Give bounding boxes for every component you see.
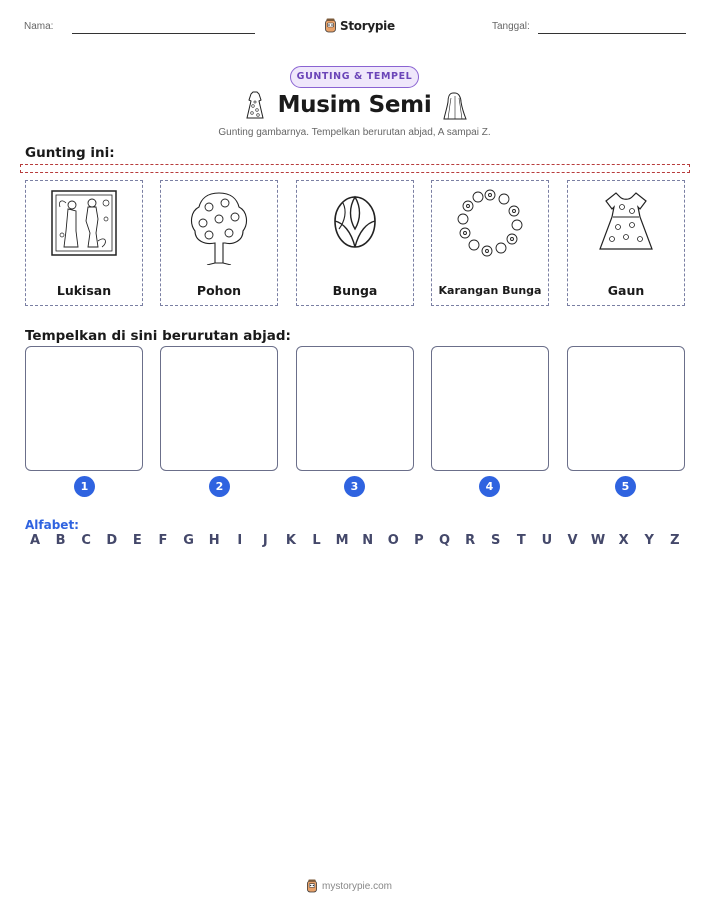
brand-logo: [324, 18, 395, 33]
alphabet-letter: J: [262, 533, 268, 548]
slot-number: 3: [344, 476, 365, 497]
date-line[interactable]: [538, 33, 686, 34]
page-title: Musim Semi: [277, 92, 432, 118]
alphabet-letter: V: [567, 533, 578, 548]
slot-number: 1: [74, 476, 95, 497]
alphabet-letter: T: [516, 533, 526, 548]
slot-number: 5: [615, 476, 636, 497]
alphabet-letter: A: [29, 533, 41, 548]
cut-card-tree[interactable]: [160, 180, 278, 306]
date-label: Tanggal:: [492, 21, 530, 32]
alphabet-letter: P: [414, 533, 424, 548]
slot-number: 2: [209, 476, 230, 497]
wreath-icon: [456, 189, 524, 257]
brand-name: Storypie: [340, 18, 395, 33]
footer-url[interactable]: mystorypie.com: [322, 880, 393, 892]
paste-slot-5[interactable]: [567, 346, 685, 471]
alphabet-letter: B: [55, 533, 66, 548]
alphabet-letter: C: [81, 533, 91, 548]
alphabet-letter: K: [285, 533, 296, 548]
alphabet-letter: F: [158, 533, 168, 548]
veil-icon: [440, 90, 470, 122]
paste-slot-4[interactable]: [431, 346, 549, 471]
alphabet-letter: G: [183, 533, 194, 548]
cut-card-dress[interactable]: [567, 180, 685, 306]
painting-icon: [50, 189, 118, 257]
cut-card-label: Pohon: [196, 283, 242, 298]
paste-slot-2[interactable]: [160, 346, 278, 471]
cut-card-label: Lukisan: [56, 283, 112, 298]
flower-icon: [321, 189, 389, 257]
alphabet-letter: M: [335, 533, 349, 548]
title-row: [0, 90, 709, 126]
alphabet-letter: U: [541, 533, 553, 548]
alphabet-letter: X: [618, 533, 629, 548]
cut-card-label: Karangan Bunga: [438, 284, 542, 297]
page-footer: [306, 879, 392, 893]
alphabet-letter: L: [312, 533, 321, 548]
slot-number: 4: [479, 476, 500, 497]
dress-icon: [592, 189, 660, 257]
alphabet-letter: Y: [644, 533, 654, 548]
paste-slot-3[interactable]: [296, 346, 414, 471]
alphabet-letter: Z: [670, 533, 680, 548]
alphabet-letter: H: [208, 533, 220, 548]
activity-badge: GUNTING & TEMPEL: [290, 66, 419, 88]
alphabet-letter: O: [387, 533, 399, 548]
alphabet-letter: D: [106, 533, 118, 548]
mascot-icon: [306, 879, 318, 893]
mascot-icon: [324, 18, 337, 33]
cut-card-label: Bunga: [332, 283, 378, 298]
alphabet-letter: I: [237, 533, 243, 548]
alphabet-letter: R: [465, 533, 476, 548]
instructions: Gunting gambarnya. Tempelkan berurutan abjad, A sampai Z.: [218, 127, 491, 138]
alphabet-letter: E: [132, 533, 142, 548]
cut-line: [20, 164, 690, 173]
cut-card-flower[interactable]: [296, 180, 414, 306]
cut-section-label: Gunting ini:: [25, 145, 115, 161]
alphabet-letter: N: [362, 533, 374, 548]
paste-slot-1[interactable]: [25, 346, 143, 471]
paste-section-label: Tempelkan di sini berurutan abjad:: [25, 328, 291, 344]
name-line[interactable]: [72, 33, 255, 34]
page-header: [0, 18, 709, 38]
alphabet-letter: Q: [438, 533, 451, 548]
alphabet-label: Alfabet:: [25, 518, 79, 532]
name-label: Nama:: [24, 21, 54, 32]
alphabet-letter: S: [491, 533, 501, 548]
alphabet-row: [25, 533, 685, 548]
cut-card-wreath[interactable]: [431, 180, 549, 306]
cut-card-painting[interactable]: [25, 180, 143, 306]
alphabet-letter: W: [590, 533, 606, 548]
tree-icon: [185, 189, 253, 265]
cut-card-label: Gaun: [607, 283, 645, 298]
